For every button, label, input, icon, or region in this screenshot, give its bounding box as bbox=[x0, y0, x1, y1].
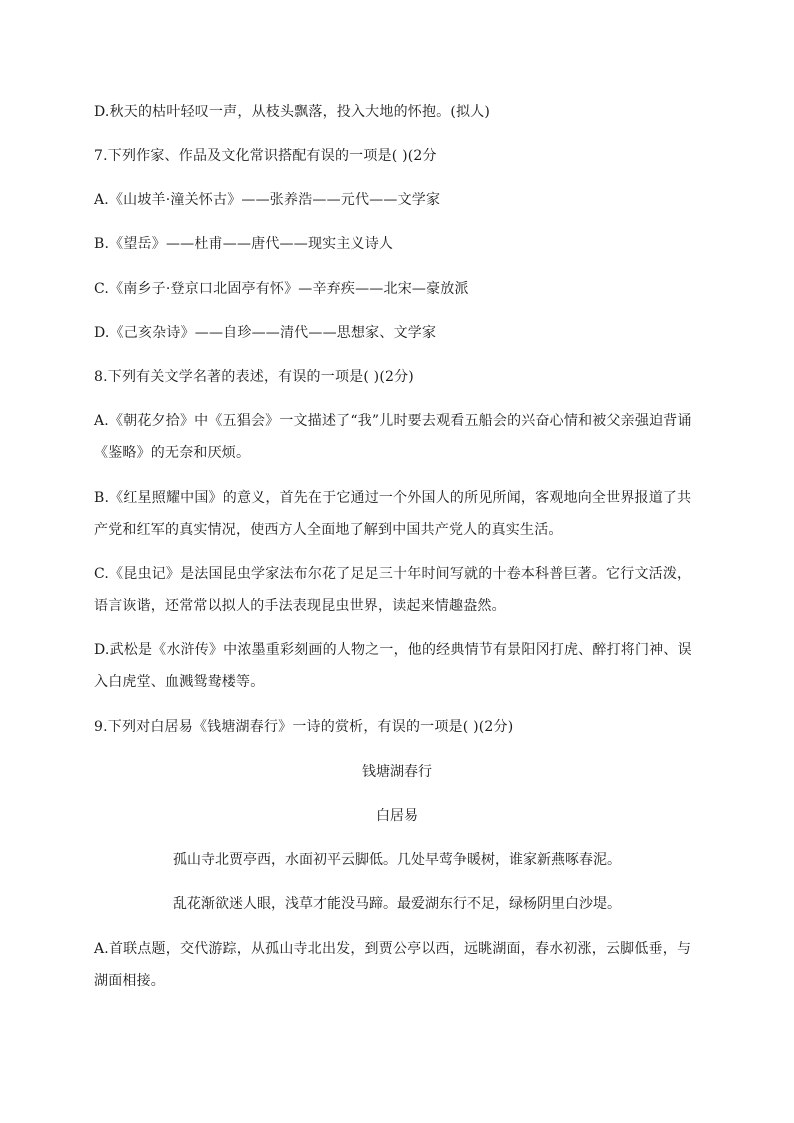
q7-option-d: D.《己亥杂诗》——自珍——清代——思想家、文学家 bbox=[94, 325, 437, 341]
q8-stem: 8.下列有关文学名著的表述，有误的一项是( )(2分) bbox=[94, 369, 414, 385]
q6-option-d: D.秋天的枯叶轻叹一声，从枝头飘落，投入大地的怀抱。(拟人) bbox=[94, 104, 491, 120]
poem-author: 白居易 bbox=[376, 808, 418, 824]
q9-stem: 9.下列对白居易《钱塘湖春行》一诗的赏析，有误的一项是( )(2分) bbox=[94, 719, 514, 735]
poem-line-1: 孤山寺北贾亭西，水面初平云脚低。几处早莺争暖树，谁家新燕啄春泥。 bbox=[173, 852, 621, 868]
q9-option-a: A.首联点题，交代游踪，从孤山寺北出发，到贾公亭以西，远眺湖面，春水初涨，云脚低垂，与湖面相接。 bbox=[94, 941, 692, 989]
q8-option-a: A.《朝花夕拾》中《五猖会》一文描述了“我”儿时要去观看五船会的兴奋心情和被父亲强迫背诵《鉴略》的无奈和厌烦。 bbox=[94, 413, 692, 461]
q8-option-d: D.武松是《水浒传》中浓墨重彩刻画的人物之一，他的经典情节有景阳冈打虎、醉打将门神、误入白虎堂、血溅鸳鸯楼等。 bbox=[94, 642, 692, 690]
q7-option-c: C.《南乡子·登京口北固亭有怀》—辛弃疾——北宋—豪放派 bbox=[94, 281, 469, 297]
poem-line-2: 乱花渐欲迷人眼，浅草才能没马蹄。最爱湖东行不足，绿杨阴里白沙堤。 bbox=[173, 896, 621, 912]
q8-option-b: B.《红星照耀中国》的意义，首先在于它通过一个外国人的所见所闻，客观地向全世界报道了共产党和红军的真实情况，使西方人全面地了解到中国共产党人的真实生活。 bbox=[94, 490, 692, 538]
poem-title: 钱塘湖春行 bbox=[362, 764, 432, 780]
q7-option-b: B.《望岳》——杜甫——唐代——现实主义诗人 bbox=[94, 236, 394, 252]
q7-option-a: A.《山坡羊·潼关怀古》——张养浩——元代——文学家 bbox=[94, 192, 441, 208]
q8-option-c: C.《昆虫记》是法国昆虫学家法布尔花了足足三十年时间写就的十卷本科普巨著。它行文活泼，语言诙谐，还常常以拟人的手法表现昆虫世界，读起来情趣盎然。 bbox=[94, 566, 692, 614]
q7-stem: 7.下列作家、作品及文化常识搭配有误的一项是( )(2分 bbox=[94, 148, 437, 164]
